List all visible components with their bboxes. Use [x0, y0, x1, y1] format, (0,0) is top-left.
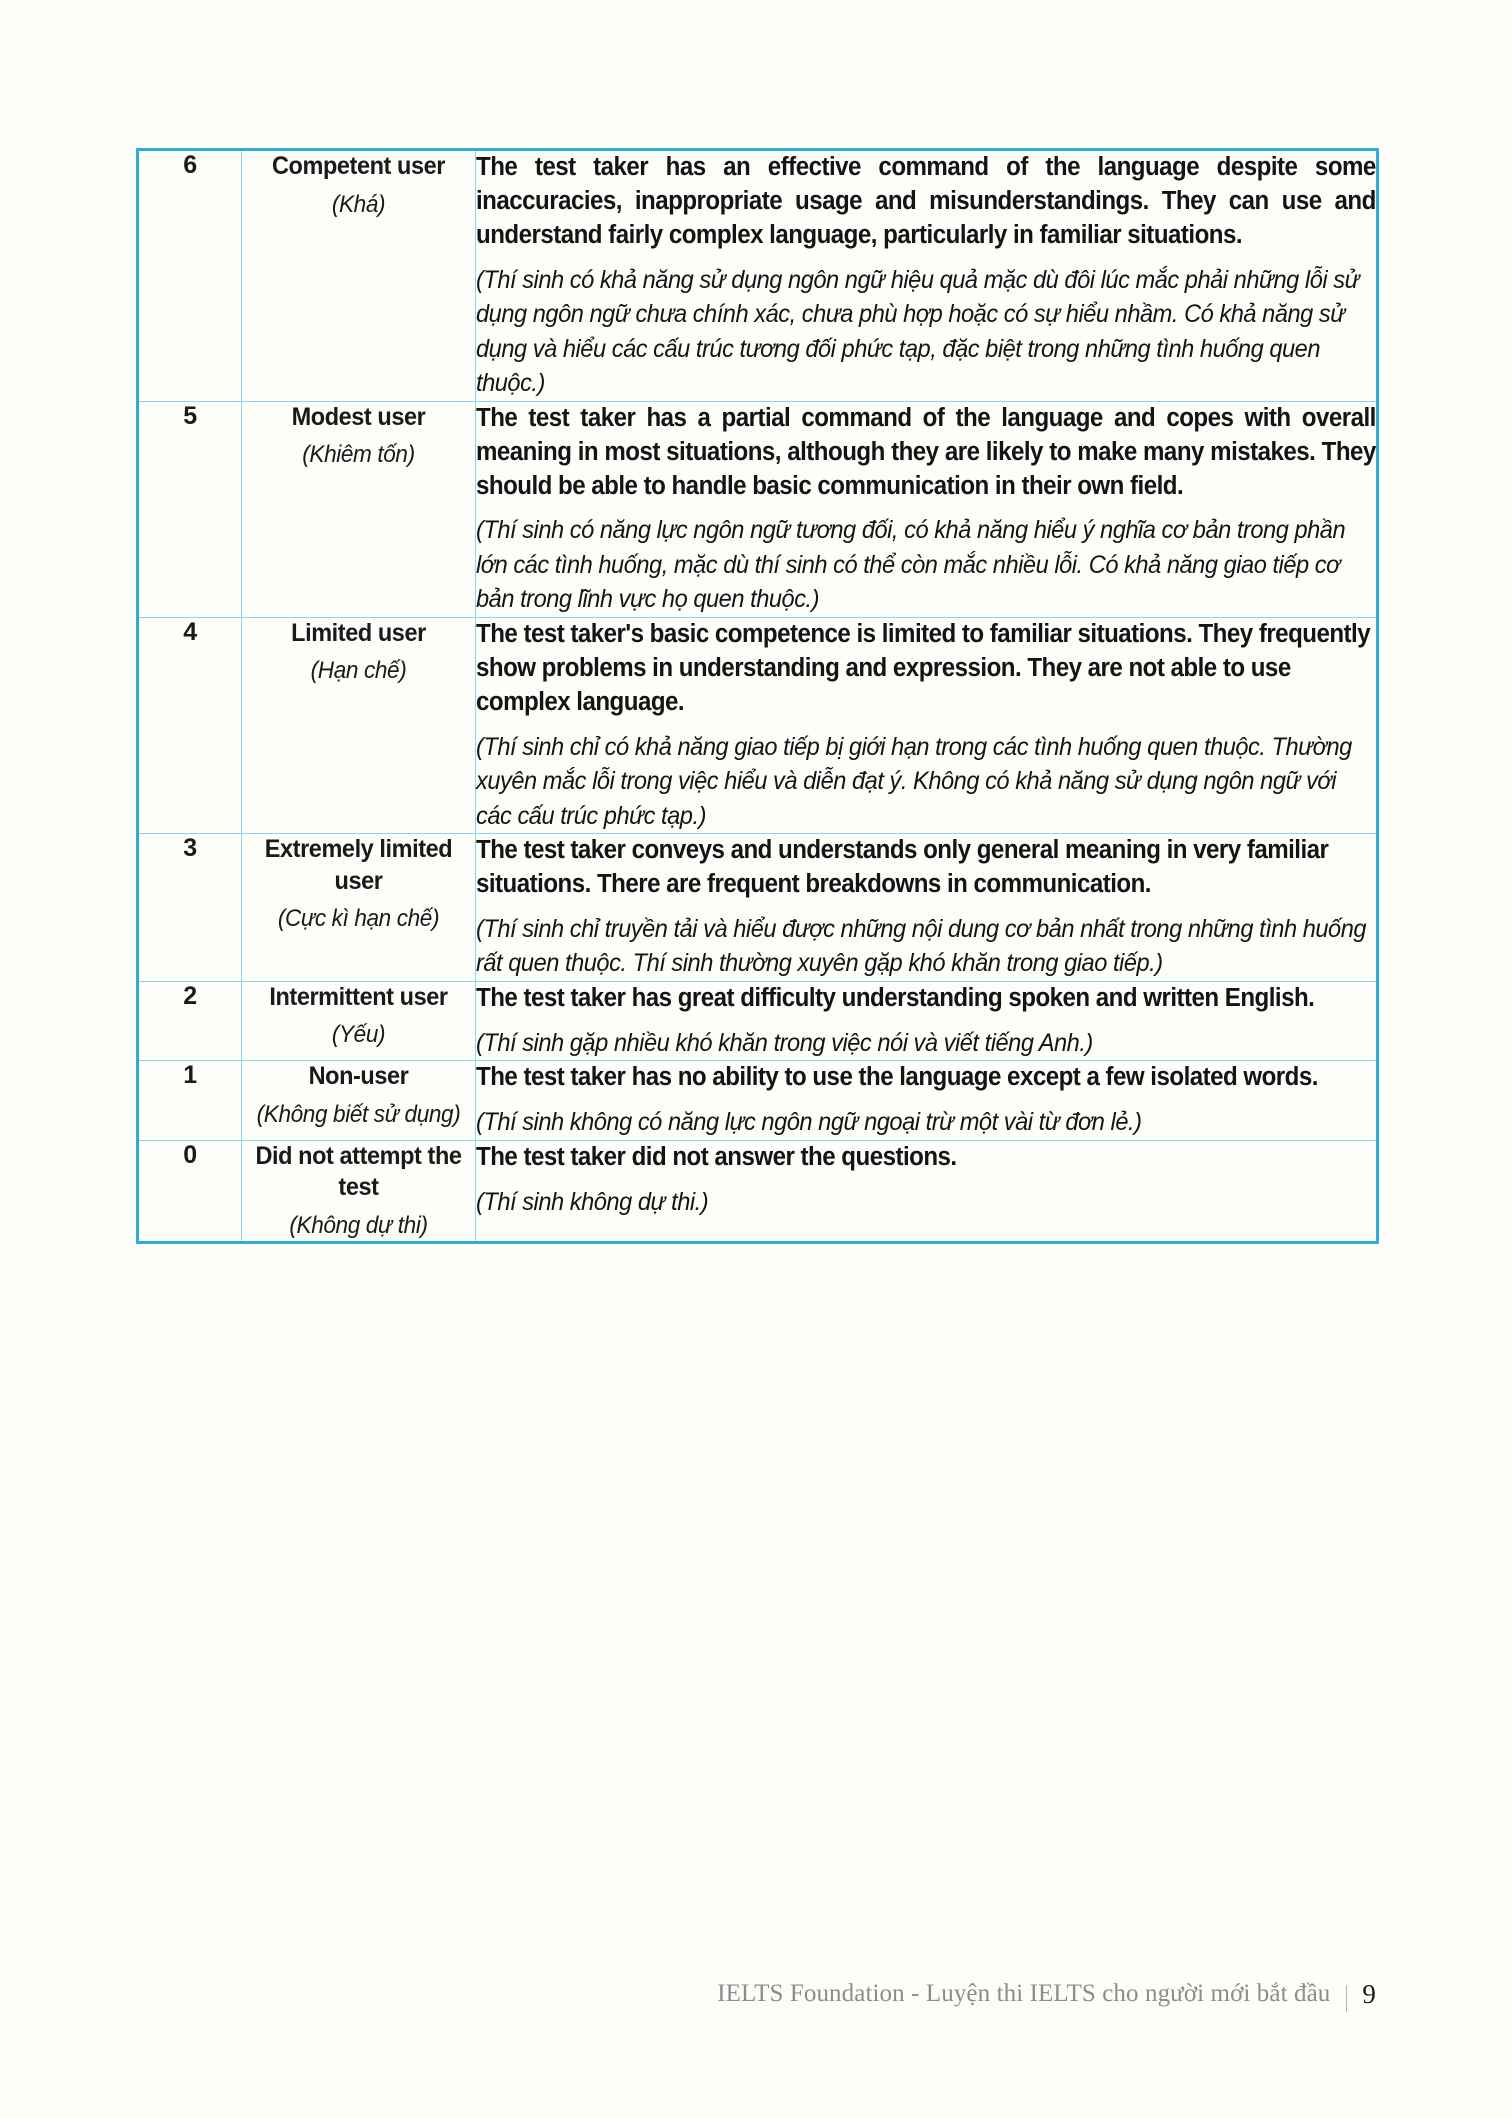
description-english: The test taker has a partial command of the language and copes with overall meaning in most situations, although they are likely to make many mistakes. They should be able to handle basic communication in their own field. [476, 403, 1376, 500]
footer-book-title: IELTS Foundation - Luyện thi IELTS cho người mới bắt đầu [717, 1980, 1331, 2007]
band-description-cell [476, 617, 1378, 833]
table-row [138, 401, 1378, 617]
description-vietnamese: (Thí sinh gặp nhiều khó khăn trong việc nói và viết tiếng Anh.) [476, 1028, 1093, 1057]
band-name-english: Extremely limited user [264, 835, 453, 895]
band-description-cell [476, 981, 1378, 1060]
band-name-english: Non-user [308, 1062, 409, 1091]
description-english: The test taker's basic competence is limited to familiar situations. They frequently show problems in understanding and expression. They are not able to use complex language. [476, 619, 1371, 716]
table-row [138, 981, 1378, 1060]
description-vietnamese: (Thí sinh chỉ có khả năng giao tiếp bị giới hạn trong các tình huống quen thuộc. Thường xuyên mắc lỗi trong việc hiểu và diễn đạt ý. Không có khả năng sử dụng ngôn ngữ với các cấu trúc phức tạp.) [476, 732, 1352, 830]
table-row [138, 150, 1378, 402]
band-name-vietnamese: (Không biết sử dụng) [256, 1100, 461, 1128]
band-name-cell [242, 401, 476, 617]
description-english: The test taker has no ability to use the language except a few isolated words. [476, 1063, 1318, 1092]
footer-separator [1346, 1985, 1347, 2012]
description-english: The test taker conveys and understands only general meaning in very familiar situations. There are frequent breakdowns in communication. [476, 836, 1329, 899]
description-vietnamese: (Thí sinh không dự thi.) [476, 1187, 709, 1216]
band-description-cell [476, 834, 1378, 982]
band-score-cell: 3 [138, 834, 242, 982]
ielts-band-descriptor-table [136, 148, 1379, 1244]
description-vietnamese: (Thí sinh có khả năng sử dụng ngôn ngữ hiệu quả mặc dù đôi lúc mắc phải những lỗi sử dụng ngôn ngữ chưa chính xác, chưa phù hợp hoặc có sự hiểu nhầm. Có khả năng sử dụng và hiểu các cấu trúc tương đối phức tạp, đặc biệt trong những tình huống quen thuộc.) [476, 265, 1360, 398]
band-score-cell: 1 [138, 1061, 242, 1140]
band-name-vietnamese: (Hạn chế) [310, 657, 407, 685]
description-vietnamese: (Thí sinh chỉ truyền tải và hiểu được những nội dung cơ bản nhất trong những tình huống rất quen thuộc. Thí sinh thường xuyên gặp khó khăn trong giao tiếp.) [476, 914, 1367, 978]
band-score-cell: 6 [138, 150, 242, 402]
band-description-cell [476, 1061, 1378, 1140]
table-row [138, 834, 1378, 982]
band-score-cell: 2 [138, 981, 242, 1060]
band-name-cell [242, 1061, 476, 1140]
band-name-vietnamese: (Khiêm tốn) [302, 441, 415, 469]
band-name-english: Limited user [291, 618, 426, 647]
band-name-english: Competent user [272, 152, 445, 180]
band-description-cell [476, 1140, 1378, 1242]
band-score-cell: 4 [138, 617, 242, 833]
table-row [138, 1140, 1378, 1242]
band-score-cell: 5 [138, 401, 242, 617]
footer-page-number: 9 [1362, 1978, 1376, 2009]
band-name-english: Did not attempt the test [255, 1141, 462, 1202]
description-english: The test taker has great difficulty understanding spoken and written English. [476, 983, 1315, 1012]
band-name-vietnamese: (Yếu) [331, 1021, 386, 1049]
description-vietnamese: (Thí sinh không có năng lực ngôn ngữ ngoại trừ một vài từ đơn lẻ.) [476, 1108, 1142, 1137]
band-name-english: Intermittent user [269, 982, 448, 1011]
description-english: The test taker did not answer the questions. [476, 1142, 957, 1171]
band-name-vietnamese: (Cực kì hạn chế) [277, 905, 440, 933]
table-row [138, 1061, 1378, 1140]
band-name-vietnamese: (Không dự thi) [289, 1211, 428, 1239]
band-description-cell [476, 150, 1378, 402]
band-name-cell [242, 150, 476, 402]
band-name-cell [242, 1140, 476, 1242]
band-name-cell [242, 834, 476, 982]
band-name-cell [242, 617, 476, 833]
band-name-vietnamese: (Khá) [331, 190, 386, 218]
table-row [138, 617, 1378, 833]
band-name-cell [242, 981, 476, 1060]
band-name-english: Modest user [291, 402, 426, 431]
table-body [138, 150, 1378, 1243]
description-vietnamese: (Thí sinh có năng lực ngôn ngữ tương đối, có khả năng hiểu ý nghĩa cơ bản trong phần lớn các tình huống, mặc dù thí sinh có thể còn mắc nhiều lỗi. Có khả năng giao tiếp cơ bản trong lĩnh vực họ quen thuộc.) [476, 516, 1346, 614]
description-english: The test taker has an effective command of the language despite some inaccuracies, inappropriate usage and misunderstandings. They can use and understand fairly complex language, particularly in familiar situations. [476, 153, 1376, 249]
band-description-cell [476, 401, 1378, 617]
band-score-cell: 0 [138, 1140, 242, 1242]
page-footer [0, 1968, 1512, 2020]
